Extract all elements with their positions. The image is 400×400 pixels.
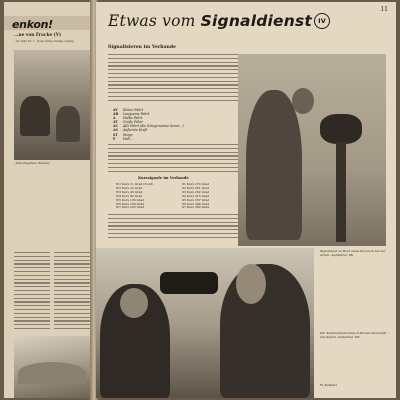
signal-item: AB Langsame Fahrt (113, 112, 150, 117)
part-number-badge: IV (314, 13, 330, 29)
right-page (96, 2, 396, 398)
photo-credit: W. Kuhnert (320, 383, 337, 387)
caption-bottom: Der Kommandant eines U-Bootes überprüft ... das Signal. Aufnahme: PK. (320, 331, 390, 339)
signal-item: P Halt ... (113, 136, 135, 141)
caption-right-top: Signalmaat an Bord eines Kreuzers bei der Arbeit. Aufnahme: PK. (320, 249, 386, 257)
page-title (108, 12, 330, 30)
body-text-column-1 (108, 54, 248, 104)
body-text-column-3 (108, 214, 248, 242)
kurs-signals-left: W1 Kurs 11 Grad (Nord) W2 Kurs 22 Grad W3 Kurs 45 Grad W4 Kurs 90 Grad W5 Kurs 135 Grad W6 Kurs 180 Grad W7 Kurs 225 Grad (116, 182, 154, 210)
signal-item: AC Alle Fahrt (die Kriegsmarine kennt...) (113, 124, 184, 129)
title-part-1: Etwas vom (108, 12, 201, 30)
section-subheading: Signalisieren im Verbande (108, 45, 176, 50)
left-body-text (14, 252, 50, 332)
left-photo-sailors (20, 96, 50, 136)
signal-list (113, 108, 184, 141)
signal-item: AT Große Fahrt (113, 120, 143, 125)
signal-item: AS Äußerste Kraft (113, 128, 147, 133)
kurs-signals-right: S1 Kurs 270 Grad S2 Kurs 281 Grad S3 Kurs 292 Grad S4 Kurs 315 Grad S5 Kurs 337 Grad S6 Kurs 348 Grad S7 Kurs 360 Grad (182, 182, 210, 210)
left-page-intro: ...lin 1941 Nr. 1 · Neue Armee Verlag, Leipzig (14, 40, 75, 43)
left-photo-sailor-2 (56, 106, 80, 142)
body-text-column-2 (108, 144, 248, 174)
left-page (4, 2, 92, 398)
signalman-figure (246, 90, 302, 240)
signalman-head (292, 88, 314, 114)
page-number: 11 (380, 6, 388, 13)
kurs-signals-title: Kurssignale im Verbande (138, 176, 189, 180)
officer-left-face (120, 288, 148, 318)
officer-right-face (236, 264, 266, 304)
signal-lamp (320, 114, 362, 144)
binoculars (160, 272, 218, 294)
left-page-title: enkon! (12, 18, 53, 31)
signal-item: ST Stopp (113, 132, 133, 137)
left-bottom-wave (18, 362, 86, 384)
left-page-subtitle: ...ne von Fracke (V) (14, 33, 62, 38)
signal-item: A Halbe Fahrt (113, 116, 143, 121)
title-part-2: Signaldienst (200, 12, 313, 30)
left-body-text-2 (54, 252, 90, 332)
left-photo-caption: ...Hans Hagemann, Hamburg (14, 162, 50, 165)
signal-item: AV Kleine Fahrt (113, 108, 144, 112)
signal-lamp-stand (336, 142, 346, 242)
